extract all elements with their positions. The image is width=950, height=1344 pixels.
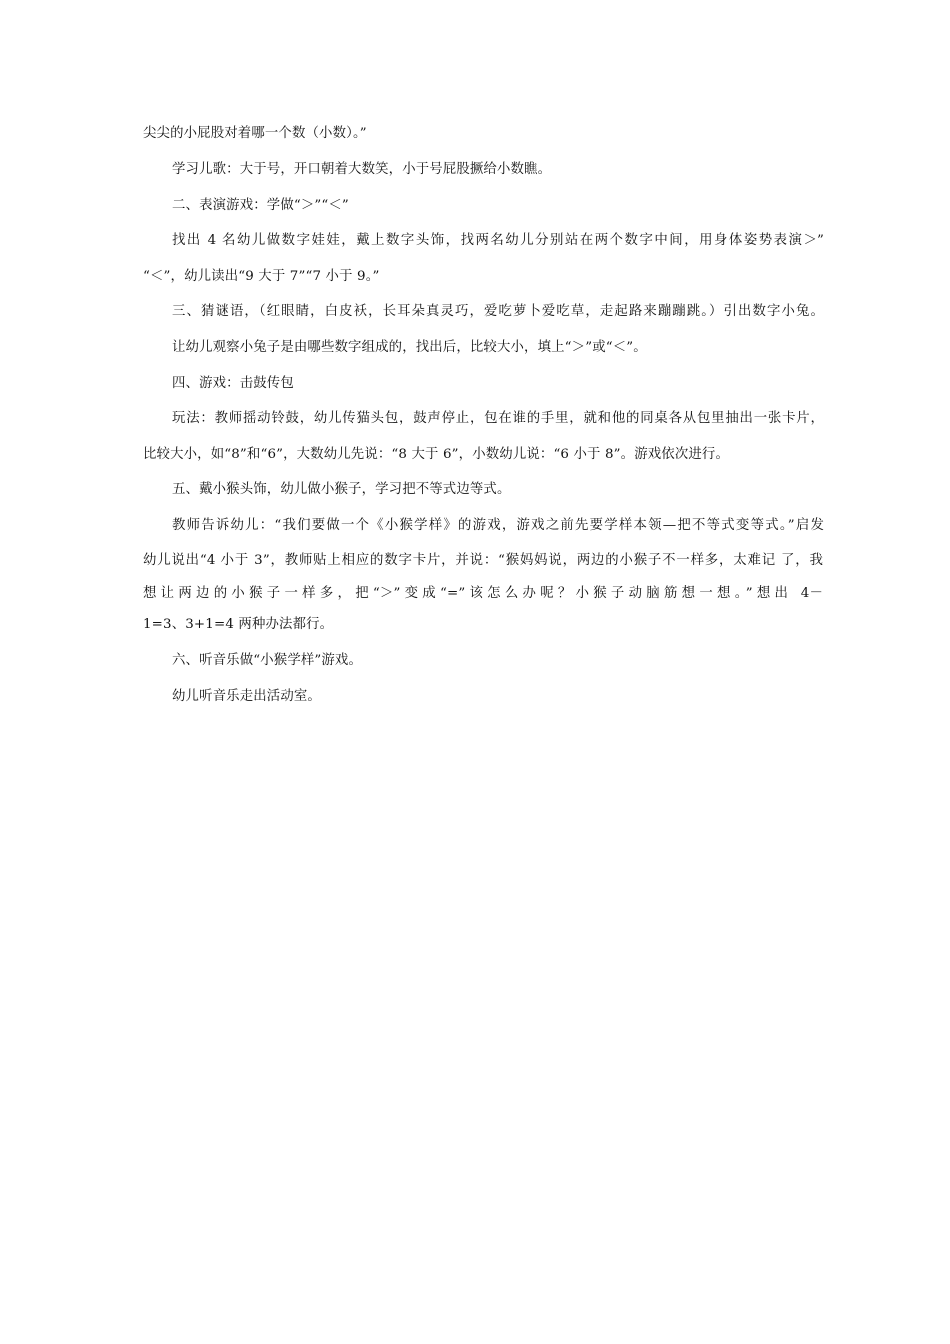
text-line: 幼儿说出“4 小于 3”，教师贴上相应的数字卡片，并说：“猴妈妈说，两边的小猴子不一样多，太难记 了，我 bbox=[143, 553, 823, 568]
text-line: 教师告诉幼儿：“我们要做一个《小猴学样》的游戏，游戏之前先要学样本领—把不等式变等式。”启发 bbox=[172, 518, 824, 533]
section-heading: 四、游戏：击鼓传包 bbox=[172, 376, 294, 391]
section-heading: 六、听音乐做“小猴学样”游戏。 bbox=[172, 653, 363, 668]
text-line: 找出 4 名幼儿做数字娃娃，戴上数字头饰，找两名幼儿分别站在两个数字中间，用身体姿势表演＞” bbox=[172, 233, 824, 248]
text-line: 让幼儿观察小兔子是由哪些数字组成的，找出后，比较大小，填上“＞”或“＜”。 bbox=[172, 340, 647, 355]
text-line: 学习儿歌：大于号，开口朝着大数笑，小于号屁股撅给小数瞧。 bbox=[172, 162, 552, 177]
text-line: 玩法：教师摇动铃鼓，幼儿传猫头包，鼓声停止，包在谁的手里，就和他的同桌各从包里抽出一张卡片， bbox=[172, 411, 824, 426]
text-line: “＜”，幼儿读出“9 大于 7”“7 小于 9。” bbox=[143, 269, 380, 284]
text-line: 幼儿听音乐走出活动室。 bbox=[172, 689, 321, 704]
text-line: 尖尖的小屁股对着哪一个数（小数）。” bbox=[143, 126, 367, 141]
text-line: 比较大小，如“8”和“6”，大数幼儿先说：“8 大于 6”，小数幼儿说：“6 小于 8”。游戏依次进行。 bbox=[143, 447, 729, 462]
section-heading: 二、表演游戏：学做“＞”“＜” bbox=[172, 198, 349, 213]
section-heading: 五、戴小猴头饰，幼儿做小猴子，学习把不等式边等式。 bbox=[172, 482, 511, 497]
text-line: 1=3、3+1=4 两种办法都行。 bbox=[143, 617, 334, 632]
section-heading: 三、猜谜语，（红眼睛，白皮袄，长耳朵真灵巧，爱吃萝卜爱吃草，走起路来蹦蹦跳。）引出数字小兔。 bbox=[172, 304, 824, 319]
text-line: 想让两边的小猴子一样多，把“＞”变成“=”该怎么办呢？小猴子动脑筋想一想。”想出 4－ bbox=[143, 586, 823, 601]
